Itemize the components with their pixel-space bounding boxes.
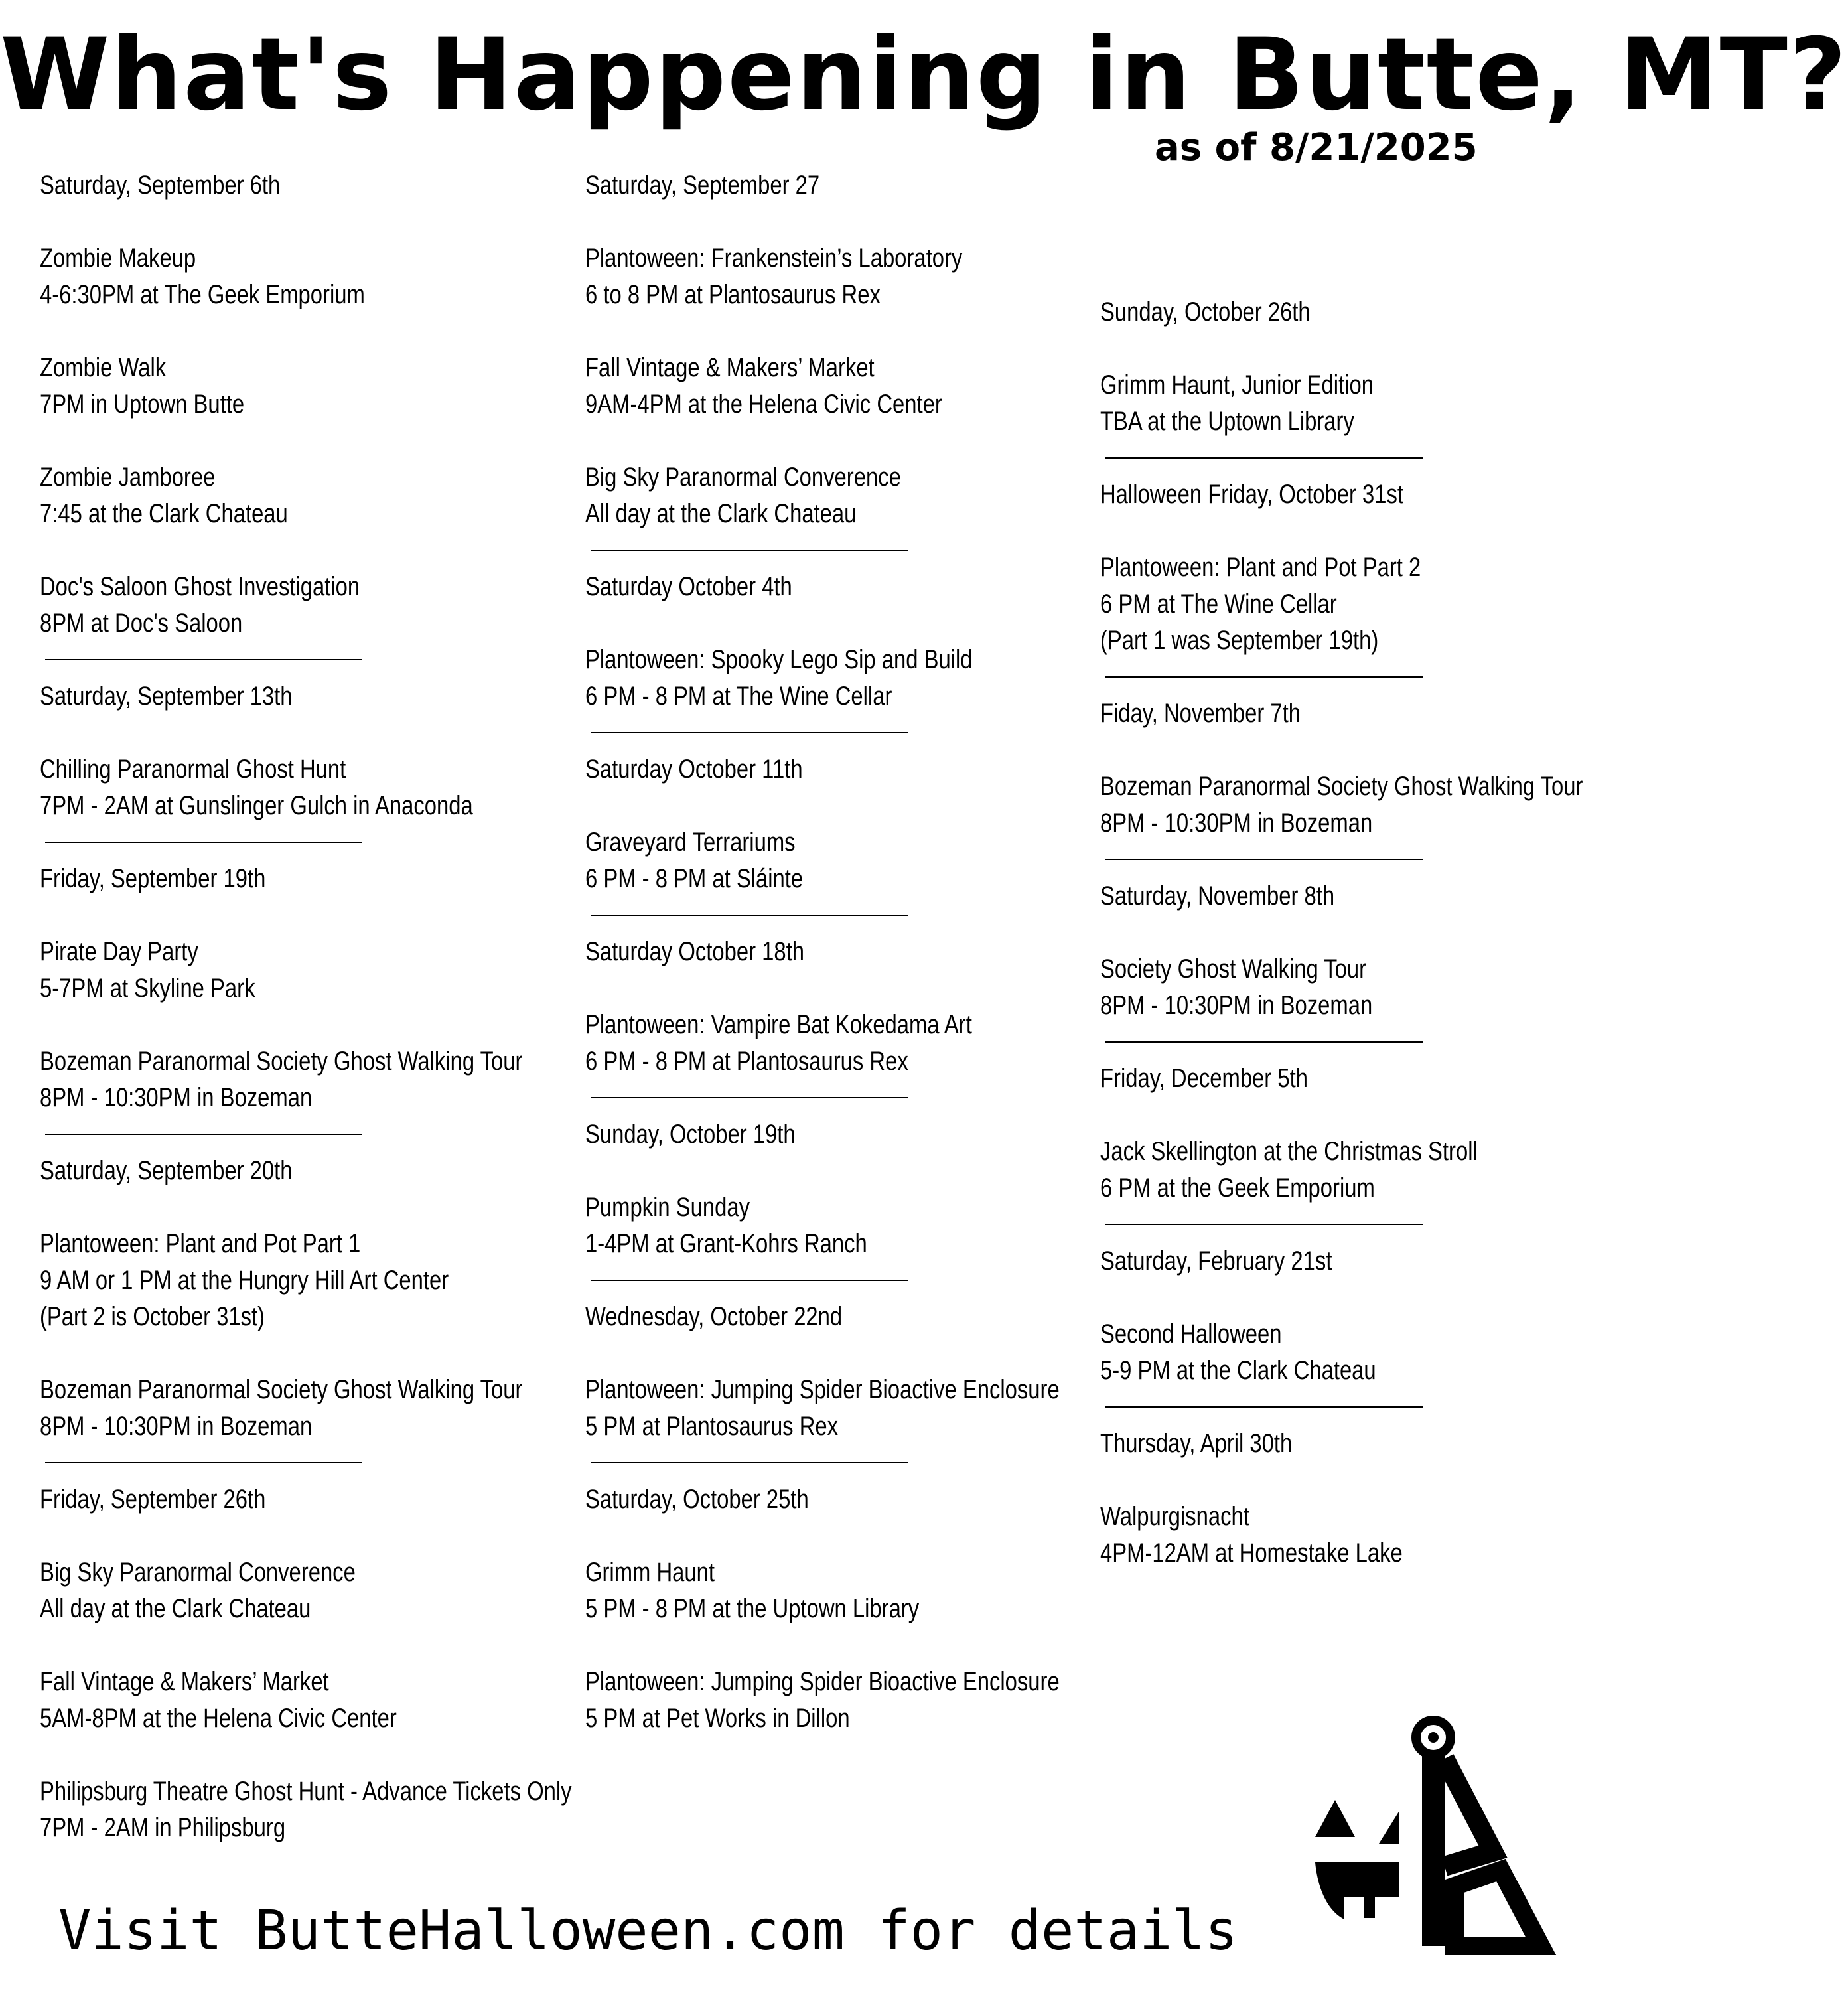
event-line: Plantoween: Plant and Pot Part 2 bbox=[1100, 553, 1421, 582]
event-line: Saturday October 11th bbox=[585, 755, 803, 784]
event-line: Halloween Friday, October 31st bbox=[1100, 480, 1403, 509]
event-line: 6 PM - 8 PM at Sláinte bbox=[585, 864, 804, 893]
event-line: 4PM-12AM at Homestake Lake bbox=[1100, 1538, 1403, 1568]
event-line: Graveyard Terrariums bbox=[585, 828, 796, 857]
event-line: Saturday, September 20th bbox=[40, 1156, 293, 1185]
spacer bbox=[40, 897, 604, 934]
event-line: 7PM - 2AM in Philipsburg bbox=[40, 1813, 286, 1842]
event-line: Grimm Haunt bbox=[585, 1558, 715, 1587]
event-line: (Part 1 was September 19th) bbox=[1100, 626, 1379, 655]
event-line: Plantoween: Frankenstein’s Laboratory bbox=[585, 244, 963, 273]
section-divider bbox=[40, 1445, 604, 1481]
event-line: 9 AM or 1 PM at the Hungry Hill Art Center bbox=[40, 1266, 449, 1295]
section-divider bbox=[585, 1262, 1109, 1299]
spacer bbox=[585, 1627, 1109, 1664]
events-column-1 bbox=[40, 167, 604, 1846]
spacer bbox=[1100, 915, 1591, 951]
event-line: 8PM at Doc's Saloon bbox=[40, 609, 243, 638]
section-divider bbox=[1100, 1024, 1591, 1061]
event-line: 8PM - 10:30PM in Bozeman bbox=[40, 1083, 313, 1112]
section-divider bbox=[1100, 440, 1591, 477]
section-divider bbox=[585, 1080, 1109, 1116]
spacer bbox=[40, 204, 604, 240]
event-line: Plantoween: Plant and Pot Part 1 bbox=[40, 1229, 361, 1258]
event-line: 6 PM at the Geek Emporium bbox=[1100, 1173, 1375, 1203]
event-line: 1-4PM at Grant-Kohrs Ranch bbox=[585, 1229, 867, 1258]
spacer bbox=[40, 1627, 604, 1664]
event-line: Friday, September 19th bbox=[40, 864, 266, 893]
event-line: Big Sky Paranormal Converence bbox=[585, 463, 901, 492]
spacer bbox=[585, 970, 1109, 1007]
event-line: Philipsburg Theatre Ghost Hunt - Advance Tickets Only bbox=[40, 1777, 572, 1806]
event-line: Zombie Makeup bbox=[40, 244, 196, 273]
event-line: Pumpkin Sunday bbox=[585, 1193, 750, 1222]
event-line: Friday, December 5th bbox=[1100, 1064, 1308, 1093]
event-line: Plantoween: Jumping Spider Bioactive Enclosure bbox=[585, 1667, 1060, 1696]
spacer bbox=[585, 423, 1109, 459]
event-line: Walpurgisnacht bbox=[1100, 1502, 1249, 1531]
event-line: Plantoween: Vampire Bat Kokedama Art bbox=[585, 1010, 972, 1039]
event-line: 7:45 at the Clark Chateau bbox=[40, 499, 288, 528]
event-line: Saturday, November 8th bbox=[1100, 881, 1335, 911]
event-line: Friday, September 26th bbox=[40, 1485, 266, 1514]
section-divider bbox=[585, 715, 1109, 751]
section-divider bbox=[40, 824, 604, 861]
event-line: Big Sky Paranormal Converence bbox=[40, 1558, 356, 1587]
event-line: 6 to 8 PM at Plantosaurus Rex bbox=[585, 280, 881, 309]
event-line: 5AM-8PM at the Helena Civic Center bbox=[40, 1704, 397, 1733]
event-line: Jack Skellington at the Christmas Stroll bbox=[1100, 1137, 1478, 1166]
spacer bbox=[40, 1737, 604, 1773]
spacer bbox=[40, 1189, 604, 1226]
event-line: Chilling Paranormal Ghost Hunt bbox=[40, 755, 346, 784]
spacer bbox=[1100, 513, 1591, 550]
section-divider bbox=[40, 642, 604, 678]
event-line: 8PM - 10:30PM in Bozeman bbox=[1100, 991, 1373, 1020]
event-line: 6 PM - 8 PM at The Wine Cellar bbox=[585, 682, 892, 711]
event-line: 9AM-4PM at the Helena Civic Center bbox=[585, 390, 942, 419]
section-divider bbox=[40, 1116, 604, 1153]
event-line: (Part 2 is October 31st) bbox=[40, 1302, 265, 1331]
event-line: 5-7PM at Skyline Park bbox=[40, 974, 255, 1003]
events-column-3 bbox=[1100, 294, 1591, 1572]
event-line: Second Halloween bbox=[1100, 1319, 1282, 1349]
event-line: Zombie Walk bbox=[40, 353, 167, 382]
event-line: 5 PM at Plantosaurus Rex bbox=[585, 1412, 839, 1441]
event-line: Saturday October 4th bbox=[585, 572, 792, 601]
event-line: 5 PM at Pet Works in Dillon bbox=[585, 1704, 850, 1733]
event-line: Bozeman Paranormal Society Ghost Walking Tour bbox=[40, 1047, 523, 1076]
event-line: 4-6:30PM at The Geek Emporium bbox=[40, 280, 365, 309]
spacer bbox=[585, 1153, 1109, 1189]
event-line: Saturday October 18th bbox=[585, 937, 805, 966]
spacer bbox=[1100, 732, 1591, 769]
event-line: Fall Vintage & Makers’ Market bbox=[40, 1667, 329, 1696]
spacer bbox=[585, 1518, 1109, 1554]
spacer bbox=[1100, 1462, 1591, 1499]
spacer bbox=[40, 715, 604, 751]
section-divider bbox=[585, 532, 1109, 569]
spacer bbox=[1100, 1097, 1591, 1134]
event-line: 7PM in Uptown Butte bbox=[40, 390, 245, 419]
event-line: Bozeman Paranormal Society Ghost Walking Tour bbox=[40, 1375, 523, 1404]
spacer bbox=[585, 605, 1109, 642]
event-line: Saturday, February 21st bbox=[1100, 1246, 1332, 1276]
event-line: 8PM - 10:30PM in Bozeman bbox=[40, 1412, 313, 1441]
spacer bbox=[40, 1007, 604, 1043]
spacer bbox=[40, 1518, 604, 1554]
event-line: Fall Vintage & Makers’ Market bbox=[585, 353, 875, 382]
spacer bbox=[40, 532, 604, 569]
as-of-date: as of 8/21/2025 bbox=[1155, 126, 1478, 169]
event-line: Society Ghost Walking Tour bbox=[1100, 954, 1367, 984]
event-line: All day at the Clark Chateau bbox=[585, 499, 857, 528]
event-line: TBA at the Uptown Library bbox=[1100, 407, 1354, 436]
section-divider bbox=[585, 897, 1109, 934]
footer-link-text[interactable]: Visit ButteHalloween.com for details bbox=[58, 1899, 1238, 1962]
spacer bbox=[40, 423, 604, 459]
spacer bbox=[40, 1335, 604, 1372]
spacer bbox=[1100, 331, 1591, 367]
event-line: Bozeman Paranormal Society Ghost Walking Tour bbox=[1100, 772, 1583, 801]
spacer bbox=[585, 788, 1109, 824]
jack-o-lantern-logo-icon bbox=[1301, 1712, 1559, 1964]
spacer bbox=[585, 313, 1109, 350]
event-line: Saturday, September 6th bbox=[40, 171, 281, 200]
event-line: Saturday, September 27 bbox=[585, 171, 820, 200]
section-divider bbox=[1100, 659, 1591, 696]
event-line: Fiday, November 7th bbox=[1100, 699, 1301, 728]
section-divider bbox=[1100, 1389, 1591, 1426]
events-column-2 bbox=[585, 167, 1109, 1737]
event-line: Sunday, October 19th bbox=[585, 1120, 796, 1149]
event-line: 5 PM - 8 PM at the Uptown Library bbox=[585, 1594, 920, 1623]
spacer bbox=[1100, 1280, 1591, 1316]
event-line: 6 PM - 8 PM at Plantosaurus Rex bbox=[585, 1047, 908, 1076]
event-line: Thursday, April 30th bbox=[1100, 1429, 1293, 1458]
spacer bbox=[40, 313, 604, 350]
event-line: Grimm Haunt, Junior Edition bbox=[1100, 370, 1374, 400]
event-line: Plantoween: Jumping Spider Bioactive Enclosure bbox=[585, 1375, 1060, 1404]
event-line: Zombie Jamboree bbox=[40, 463, 216, 492]
event-line: 6 PM at The Wine Cellar bbox=[1100, 589, 1337, 619]
event-line: 7PM - 2AM at Gunslinger Gulch in Anaconda bbox=[40, 791, 473, 820]
event-line: Pirate Day Party bbox=[40, 937, 198, 966]
event-line: 8PM - 10:30PM in Bozeman bbox=[1100, 808, 1373, 838]
spacer bbox=[585, 204, 1109, 240]
event-line: Saturday, October 25th bbox=[585, 1485, 809, 1514]
spacer bbox=[585, 1335, 1109, 1372]
event-line: Wednesday, October 22nd bbox=[585, 1302, 843, 1331]
event-line: Plantoween: Spooky Lego Sip and Build bbox=[585, 645, 973, 674]
event-line: All day at the Clark Chateau bbox=[40, 1594, 311, 1623]
event-line: Saturday, September 13th bbox=[40, 682, 293, 711]
section-divider bbox=[1100, 1207, 1591, 1243]
page-title: What's Happening in Butte, MT? bbox=[0, 17, 1848, 133]
section-divider bbox=[585, 1445, 1109, 1481]
section-divider bbox=[1100, 842, 1591, 878]
event-line: Sunday, October 26th bbox=[1100, 297, 1311, 327]
event-line: Doc's Saloon Ghost Investigation bbox=[40, 572, 360, 601]
event-line: 5-9 PM at the Clark Chateau bbox=[1100, 1356, 1376, 1385]
